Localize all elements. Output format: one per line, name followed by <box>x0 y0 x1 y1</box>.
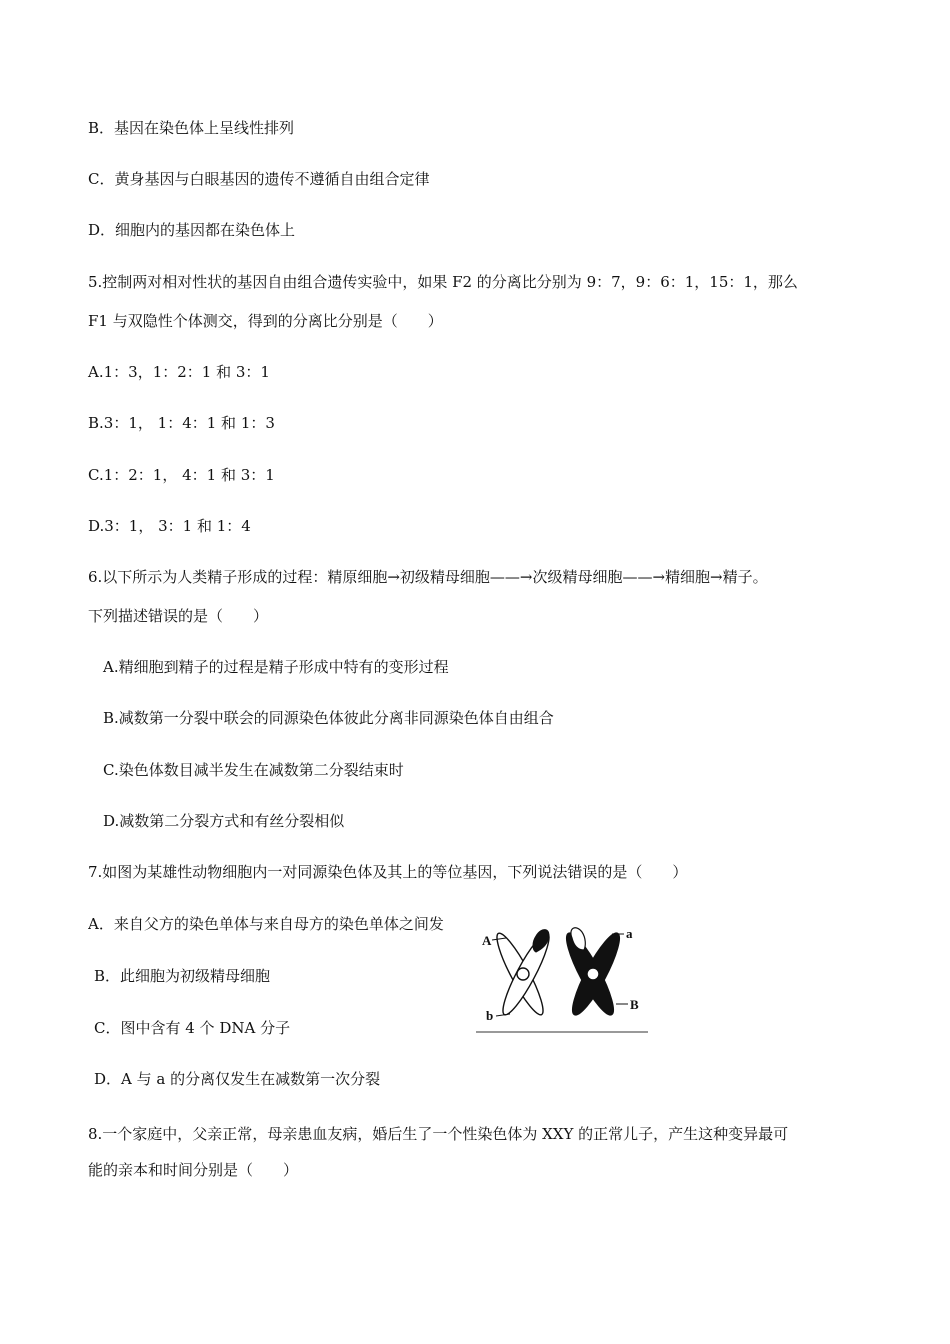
q7-stem: 7.如图为某雄性动物细胞内一对同源染色体及其上的等位基因，下列说法错误的是（ ） <box>88 863 688 881</box>
q6-option-d: D.减数第二分裂方式和有丝分裂相似 <box>103 812 345 830</box>
q8-stem-line2: 能的亲本和时间分别是（ ） <box>88 1161 299 1179</box>
q6-option-a: A.精细胞到精子的过程是精子形成中特有的变形过程 <box>103 658 449 676</box>
q7-option-a: A．来自父方的染色单体与来自母方的染色单体之间发 <box>88 915 444 933</box>
q7-option-c: C．图中含有 4 个 DNA 分子 <box>94 1019 291 1037</box>
q5-stem-line2: F1 与双隐性个体测交，得到的分离比分别是（ ） <box>88 312 443 330</box>
label-B: B <box>630 997 639 1012</box>
q5-option-a: A.1：3，1：2：1 和 3：1 <box>88 363 270 381</box>
q6-stem-line1: 6.以下所示为人类精子形成的过程：精原细胞→初级精母细胞——→次级精母细胞——→精细胞→精子。 <box>88 568 768 586</box>
q6-option-b: B.减数第一分裂中联会的同源染色体彼此分离非同源染色体自由组合 <box>103 709 554 727</box>
q7-option-d: D．A 与 a 的分离仅发生在减数第一次分裂 <box>94 1070 381 1088</box>
q5-stem-line1: 5.控制两对相对性状的基因自由组合遗传实验中，如果 F2 的分离比分别为 9：7，9：6：1，15：1，那么 <box>88 273 798 291</box>
chromosome-figure <box>474 916 650 1036</box>
label-A: A <box>482 933 492 948</box>
left-chromosome <box>490 929 555 1019</box>
q8-stem-line1: 8.一个家庭中，父亲正常，母亲患血友病，婚后生了一个性染色体为 XXY 的正常儿子，产生这种变异最可 <box>88 1125 789 1143</box>
q4-option-b: B．基因在染色体上呈线性排列 <box>88 119 295 137</box>
q6-stem-line2: 下列描述错误的是（ ） <box>88 607 269 625</box>
q7-option-b: B．此细胞为初级精母细胞 <box>94 967 271 985</box>
q5-option-b: B.3：1， 1：4：1 和 1：3 <box>88 414 275 432</box>
homologous-chromosomes-diagram <box>474 916 650 1036</box>
q5-option-d: D.3：1， 3：1 和 1：4 <box>88 517 251 535</box>
label-b: b <box>486 1008 494 1023</box>
q4-option-d: D．细胞内的基因都在染色体上 <box>88 221 296 239</box>
label-b-leader <box>496 1014 510 1016</box>
right-chromosome <box>560 928 627 1020</box>
q4-option-c: C．黄身基因与白眼基因的遗传不遵循自由组合定律 <box>88 170 430 188</box>
label-a: a <box>626 926 633 941</box>
right-centromere <box>587 968 599 980</box>
q5-option-c: C.1：2：1， 4：1 和 3：1 <box>88 466 275 484</box>
q6-option-c: C.染色体数目减半发生在减数第二分裂结束时 <box>103 761 404 779</box>
left-centromere <box>517 968 529 980</box>
